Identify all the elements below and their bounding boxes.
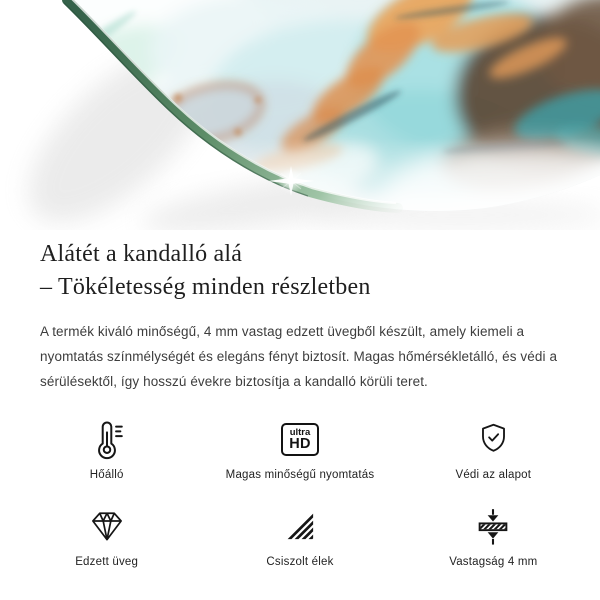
ultra-hd-badge-icon [281, 416, 319, 462]
ultra-hd-badge-line2: HD [289, 435, 311, 452]
product-description: A termék kiváló minőségű, 4 mm vastag edzett üvegből készült, amely kiemeli a nyomtatás színmélységét és elegáns fényt biztosít. Magas hőmérsékletálló, és védi a sérülésektől, így hosszú évekre biztosítja a kandalló körüli teret. [40, 324, 558, 389]
diamond-icon [87, 503, 127, 549]
feature-grid [10, 416, 590, 568]
feature-item-print-quality [203, 416, 396, 481]
title-line-2: – Tökéletesség minden részletben [40, 274, 371, 300]
feature-label: Hőálló [89, 469, 124, 481]
feature-label: Edzett üveg [75, 556, 139, 568]
feature-item-polished-edges [203, 503, 396, 568]
shield-check-icon [475, 416, 512, 462]
feature-label: Vastagság 4 mm [449, 556, 538, 568]
feature-label: Védi az alapot [455, 469, 532, 481]
product-photo [0, 0, 600, 230]
feature-item-thickness [397, 503, 590, 568]
feature-item-heat-resistant [10, 416, 203, 481]
product-info-section [0, 238, 600, 568]
feature-label: Magas minőségű nyomtatás [225, 469, 375, 481]
thermometer-icon [86, 416, 128, 462]
feature-label: Csiszolt élek [266, 556, 334, 568]
feature-item-tempered-glass [10, 503, 203, 568]
ultra-hd-badge-line1: ultra [289, 426, 311, 438]
title-line-1: Alátét a kandalló alá [40, 241, 243, 267]
feature-item-protects-base [397, 416, 590, 481]
thickness-icon [474, 503, 512, 549]
page-title [40, 238, 560, 304]
polished-edges-icon [283, 503, 317, 549]
